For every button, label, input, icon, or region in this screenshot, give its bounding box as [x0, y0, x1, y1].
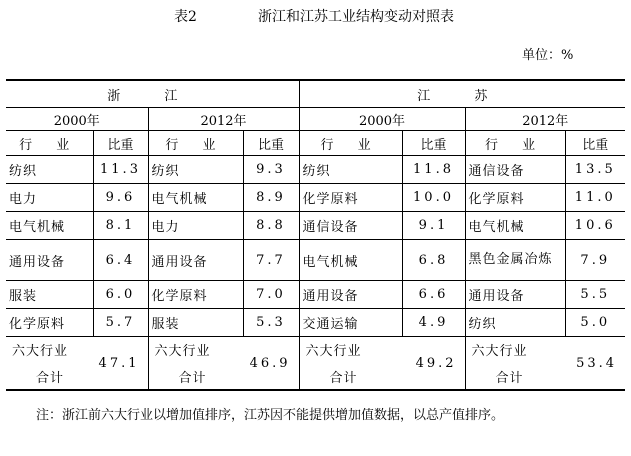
ratio-cell: 13.5: [565, 156, 625, 184]
ratio-header: 比重: [243, 131, 299, 156]
ratio-header: 比重: [93, 131, 148, 156]
ratio-cell: 11.8: [402, 156, 465, 184]
industry-cell: 服装: [148, 309, 243, 337]
total-cell: [148, 337, 299, 391]
industry-cell: 黑色金属冶炼: [465, 240, 565, 281]
ratio-cell: 4.9: [402, 309, 465, 337]
industry-header: 行 业: [299, 131, 402, 156]
industry-cell: 化学原料: [148, 281, 243, 309]
industry-cell: 电气机械: [148, 184, 243, 212]
ratio-cell: 11.3: [93, 156, 148, 184]
ratio-cell: 11.0: [565, 184, 625, 212]
ratio-cell: 6.0: [93, 281, 148, 309]
table-title: [0, 6, 631, 28]
industry-cell: 电力: [6, 184, 93, 212]
total-value: 47.1: [98, 356, 140, 371]
column-header-row: [6, 131, 625, 156]
industry-cell: 纺织: [465, 309, 565, 337]
industry-cell: 化学原料: [299, 184, 402, 212]
total-cell: [6, 337, 148, 391]
ratio-cell: 8.9: [243, 184, 299, 212]
industry-cell: 通用设备: [148, 240, 243, 281]
total-label-top: 六大行业: [12, 344, 69, 359]
ratio-cell: 6.6: [402, 281, 465, 309]
industry-header: 行 业: [148, 131, 243, 156]
table-row: [6, 212, 625, 240]
year-header: 2012年: [148, 108, 299, 131]
industry-header: 行 业: [465, 131, 565, 156]
total-row: [6, 337, 625, 391]
table-row: [6, 156, 625, 184]
ratio-cell: 6.4: [93, 240, 148, 281]
year-header-row: [6, 108, 625, 131]
industry-cell: 电气机械: [465, 212, 565, 240]
total-value: 49.2: [415, 356, 457, 371]
industry-cell: 通用设备: [299, 281, 402, 309]
industry-cell: 化学原料: [465, 184, 565, 212]
total-label-bottom: 合计: [495, 371, 524, 386]
ratio-cell: 6.8: [402, 240, 465, 281]
total-label-top: 六大行业: [471, 344, 528, 359]
table-row: [6, 184, 625, 212]
ratio-cell: 7.7: [243, 240, 299, 281]
unit-label: 单位：%: [522, 48, 574, 63]
total-cell: [299, 337, 465, 391]
comparison-table: [6, 79, 625, 391]
table-row: [6, 240, 625, 281]
footnote: 注：浙江前六大行业以增加值排序，江苏因不能提供增加值数据，以总产值排序。: [36, 408, 505, 423]
industry-cell: 纺织: [6, 156, 93, 184]
region-header-row: [6, 80, 625, 108]
ratio-cell: 5.7: [93, 309, 148, 337]
table-row: [6, 309, 625, 337]
table-label: 表2: [174, 9, 197, 25]
ratio-cell: 9.6: [93, 184, 148, 212]
ratio-cell: 8.8: [243, 212, 299, 240]
year-header: 2000年: [6, 108, 148, 131]
ratio-cell: 7.9: [565, 240, 625, 281]
ratio-cell: 5.0: [565, 309, 625, 337]
region-zhejiang: 浙 江: [6, 80, 299, 108]
industry-header: 行 业: [6, 131, 93, 156]
region-jiangsu: 江 苏: [299, 80, 625, 108]
total-value: 46.9: [249, 356, 291, 371]
table-title-text: 浙江和江苏工业结构变动对照表: [258, 9, 454, 25]
ratio-cell: 10.0: [402, 184, 465, 212]
industry-cell: 服装: [6, 281, 93, 309]
ratio-header: 比重: [565, 131, 625, 156]
year-header: 2000年: [299, 108, 465, 131]
ratio-cell: 5.3: [243, 309, 299, 337]
ratio-cell: 8.1: [93, 212, 148, 240]
table-row: [6, 281, 625, 309]
industry-cell: 通信设备: [465, 156, 565, 184]
total-cell: [465, 337, 625, 391]
industry-cell: 电气机械: [299, 240, 402, 281]
total-label-bottom: 合计: [178, 371, 207, 386]
total-label-top: 六大行业: [305, 344, 362, 359]
ratio-cell: 10.6: [565, 212, 625, 240]
total-value: 53.4: [576, 356, 618, 371]
industry-cell: 通用设备: [6, 240, 93, 281]
industry-cell: 通信设备: [299, 212, 402, 240]
industry-cell: 化学原料: [6, 309, 93, 337]
total-label-bottom: 合计: [329, 371, 358, 386]
total-label-top: 六大行业: [154, 344, 211, 359]
ratio-cell: 9.1: [402, 212, 465, 240]
ratio-cell: 7.0: [243, 281, 299, 309]
industry-cell: 电气机械: [6, 212, 93, 240]
ratio-cell: 5.5: [565, 281, 625, 309]
ratio-header: 比重: [402, 131, 465, 156]
ratio-cell: 9.3: [243, 156, 299, 184]
industry-cell: 纺织: [148, 156, 243, 184]
industry-cell: 电力: [148, 212, 243, 240]
industry-cell: 通用设备: [465, 281, 565, 309]
year-header: 2012年: [465, 108, 625, 131]
industry-cell: 交通运输: [299, 309, 402, 337]
industry-cell: 纺织: [299, 156, 402, 184]
total-label-bottom: 合计: [36, 371, 65, 386]
